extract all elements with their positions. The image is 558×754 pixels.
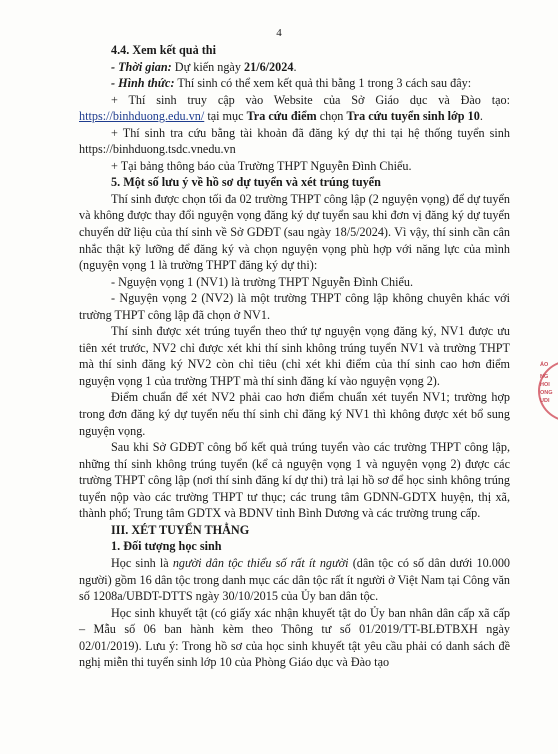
red-stamp-fragment: ÁO NG HOI ONG UDI <box>536 360 558 422</box>
list-item-nv2: - Nguyện vọng 2 (NV2) là một trường THPT công lập không chuyên khác với trường THPT công lập đã chọn ở NV1. <box>79 291 510 322</box>
page-number: 4 <box>276 27 282 39</box>
exam-result-time: - Thời gian: Dự kiến ngày 21/6/2024. <box>111 59 297 74</box>
paragraph: Điểm chuẩn để xét NV2 phải cao hơn điểm chuẩn xét tuyển NV1; trường hợp trong đơn đăng ký dự tuyển nếu thí sinh chỉ đăng ký NV1 thì không được xét bổ sung nguyện vọng. <box>79 390 510 438</box>
paragraph-ethnic-minority: Học sinh là người dân tộc thiểu số rất ít người (dân tộc có số dân dưới 10.000 người) gồm 16 dân tộc trong danh mục các dân tộc rất ít người ở Việt Nam tại Công văn số 1208a/UBDT-DTTS ngày 30/10/2015 của Ủy ban dân tộc. <box>79 555 511 604</box>
subsection-heading-1: 1. Đối tượng học sinh <box>111 539 222 554</box>
exam-result-method: - Hình thức: Thí sinh có thể xem kết quả thi bằng 1 trong 3 cách sau đây: <box>111 76 472 91</box>
paragraph: Thí sinh được xét trúng tuyển theo thứ tự nguyện vọng đăng ký, NV1 được ưu tiên xét trước, NV2 chỉ được xét khi thí sinh không trúng tuyển NV1 và trường THPT mà thí sinh đăng ký NV2 còn chỉ tiêu (chỉ xét khi điểm của thí sinh cao hơn điểm nguyện vọng 1 của trường THPT mà thí sinh đăng kí vào nguyện vọng 2). <box>79 324 510 388</box>
list-item-nv1: - Nguyện vọng 1 (NV1) là trường THPT Nguyễn Đình Chiểu. <box>111 274 414 289</box>
document-body <box>79 42 510 671</box>
lookup-way-account: + Thí sinh tra cứu bằng tài khoản đã đăng ký dự thi tại hệ thống tuyển sinh https://binhduong.tsdc.vnedu.vn <box>79 125 510 157</box>
lookup-way-website: + Thí sinh truy cập vào Website của Sở Giáo dục và Đào tạo: https://binhduong.edu.vn/ tại mục Tra cứu điểm chọn Tra cứu tuyển sinh lớp 10. <box>79 92 510 124</box>
section-heading-iii: III. XÉT TUYỂN THẲNG <box>111 522 250 537</box>
edu-website-link[interactable]: https://binhduong.edu.vn/ <box>79 109 205 124</box>
paragraph: Sau khi Sở GDĐT công bố kết quả trúng tuyển vào các trường THPT công lập, những thí sinh không trúng tuyển (kể cả nguyện vọng 1 và nguyện vọng 2) được các trường THPT công lập (nơi thí sinh đăng kí dự thi) trả lại hồ sơ để học sinh không trúng tuyển nộp vào các trường THPT tư thục; các trung tâm GDNN-GDTX huyện, thị xã, thành phố; Trung tâm GDTX và BDNV tỉnh Bình Dương và các trường trung cấp. <box>79 440 510 521</box>
lookup-way-noticeboard: + Tại bảng thông báo của Trường THPT Nguyễn Đình Chiểu. <box>111 158 412 173</box>
paragraph: Thí sinh được chọn tối đa 02 trường THPT công lập (2 nguyện vọng) để dự tuyển và không được thay đổi nguyện vọng đăng ký dự tuyển sau khi đơn vị đăng ký dự tuyển chuyển dữ liệu của thí sinh về Sở GDĐT (sau ngày 18/5/2024). Vì vậy, thí sinh cần cân nhắc thật kỹ lưỡng để đăng ký và chọn nguyện vọng phù hợp với năng lực của mình (nguyện vọng 1 là trường THPT đăng ký dự thi): <box>79 191 510 273</box>
section-heading-5: 5. Một số lưu ý về hồ sơ dự tuyển và xét trúng tuyển <box>111 175 381 190</box>
section-heading-4-4: 4.4. Xem kết quả thi <box>111 43 216 57</box>
paragraph-disabled-students: Học sinh khuyết tật (có giấy xác nhận khuyết tật do Ủy ban nhân dân cấp xã cấp – Mẫu số 06 ban hành kèm theo Thông tư số 01/2019/TT-BLĐTBXH ngày 02/01/2019). Lưu ý: Trong hồ sơ của học sinh khuyết tật yêu cầu phải có danh sách đề nghị miễn thi tuyển sinh lớp 10 của Phòng Giáo dục và Đào tạo <box>79 605 510 670</box>
